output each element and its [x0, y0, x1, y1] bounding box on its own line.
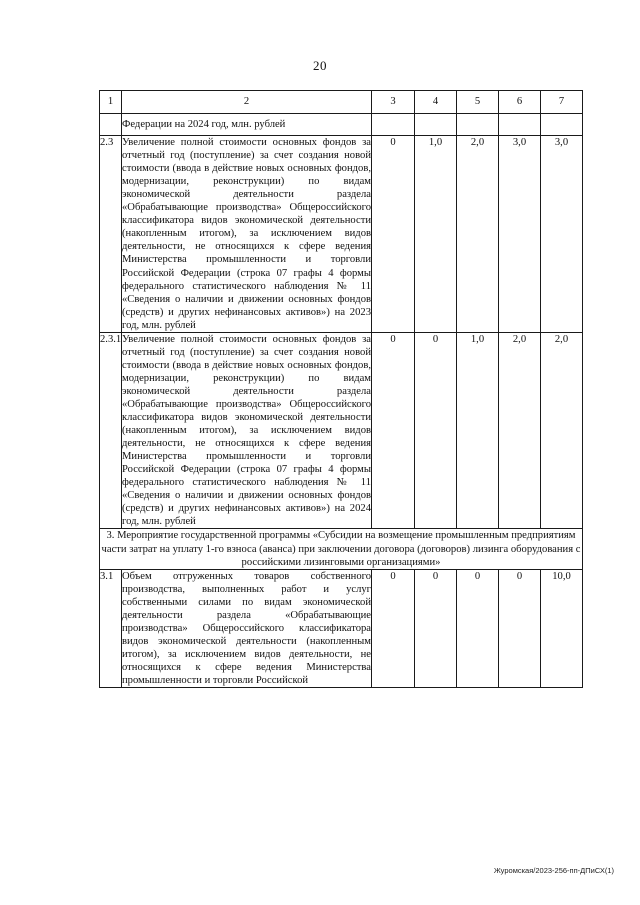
row-value: 0 [457, 569, 499, 687]
row-value: 3,0 [541, 136, 583, 333]
table-row-2-3-1 [100, 332, 583, 529]
indicators-table [99, 90, 583, 688]
row-value [372, 114, 415, 136]
row-value [457, 114, 499, 136]
row-description: Объем отгруженных товаров собственного производства, выполненных работ и услуг собственными силами по видам экономической деятельности раздела «Обрабатывающие производства» Общероссийского классификатора видов экономической деятельности (накопленным итогом), за исключением видов деятельности, не относящихся к сфере ведения Министерства промышленности и торговли Российской [122, 570, 371, 686]
page-number: 20 [313, 58, 327, 73]
row-value [499, 114, 541, 136]
header-cell-2: 2 [122, 91, 372, 114]
header-cell-3: 3 [372, 91, 415, 114]
table-row-continuation [100, 114, 583, 136]
header-cell-5: 5 [457, 91, 499, 114]
row-description: Увеличение полной стоимости основных фондов за отчетный год (поступление) за счет создания новой стоимости (ввода в действие новых основных фондов, модернизации, реконструкции) по видам экономической деятельности раздела «Обрабатывающие производства» Общероссийского классификатора видов экономической деятельности (накопленным итогом), за исключением видов деятельности, не относящихся к сфере ведения Министерства промышленности и торговли Российской Федерации (строка 07 графы 4 формы федерального статистического наблюдения № 11 «Сведения о наличии и движении основных фондов (средств) и других нефинансовых активов») на 2024 год, млн. рублей [122, 333, 371, 528]
row-number [100, 114, 122, 136]
row-value: 2,0 [499, 332, 541, 529]
row-description: Федерации на 2024 год, млн. рублей [122, 114, 372, 136]
header-row [100, 91, 583, 114]
row-value: 0 [415, 569, 457, 687]
row-number: 2.3 [100, 136, 122, 333]
row-value: 10,0 [541, 569, 583, 687]
header-cell-4: 4 [415, 91, 457, 114]
row-value: 2,0 [541, 332, 583, 529]
row-number: 3.1 [100, 569, 122, 687]
section-heading-row [100, 529, 583, 569]
row-value: 1,0 [415, 136, 457, 333]
row-value [541, 114, 583, 136]
table-row-2-3 [100, 136, 583, 333]
row-value: 0 [499, 569, 541, 687]
header-cell-7: 7 [541, 91, 583, 114]
header-cell-1: 1 [100, 91, 122, 114]
row-description: Увеличение полной стоимости основных фондов за отчетный год (поступление) за счет создания новой стоимости (ввода в действие новых основных фондов, модернизации, реконструкции) по видам экономической деятельности раздела «Обрабатывающие производства» Общероссийского классификатора видов экономической деятельности (накопленным итогом), за исключением видов деятельности, не относящихся к сфере ведения Министерства промышленности и торговли Российской Федерации (строка 07 графы 4 формы федерального статистического наблюдения № 11 «Сведения о наличии и движении основных фондов (средств) и других нефинансовых активов») на 2023 год, млн. рублей [122, 137, 371, 331]
row-number: 2.3.1 [100, 332, 122, 529]
row-value: 0 [372, 136, 415, 333]
row-value: 1,0 [457, 332, 499, 529]
table-row-3-1 [100, 569, 583, 687]
row-value [415, 114, 457, 136]
row-value: 0 [415, 332, 457, 529]
row-value: 2,0 [457, 136, 499, 333]
row-value: 3,0 [499, 136, 541, 333]
row-value: 0 [372, 569, 415, 687]
row-value: 0 [372, 332, 415, 529]
section-heading: 3. Мероприятие государственной программы «Субсидии на возмещение промышленным предприятиям части затрат на уплату 1-го взноса (аванса) при заключении договора (договоров) лизинга оборудования с российскими лизинговыми организациями» [100, 529, 583, 569]
header-cell-6: 6 [499, 91, 541, 114]
document-code: Журомская/2023-256-пп-ДПиСХ(1) [493, 866, 614, 875]
